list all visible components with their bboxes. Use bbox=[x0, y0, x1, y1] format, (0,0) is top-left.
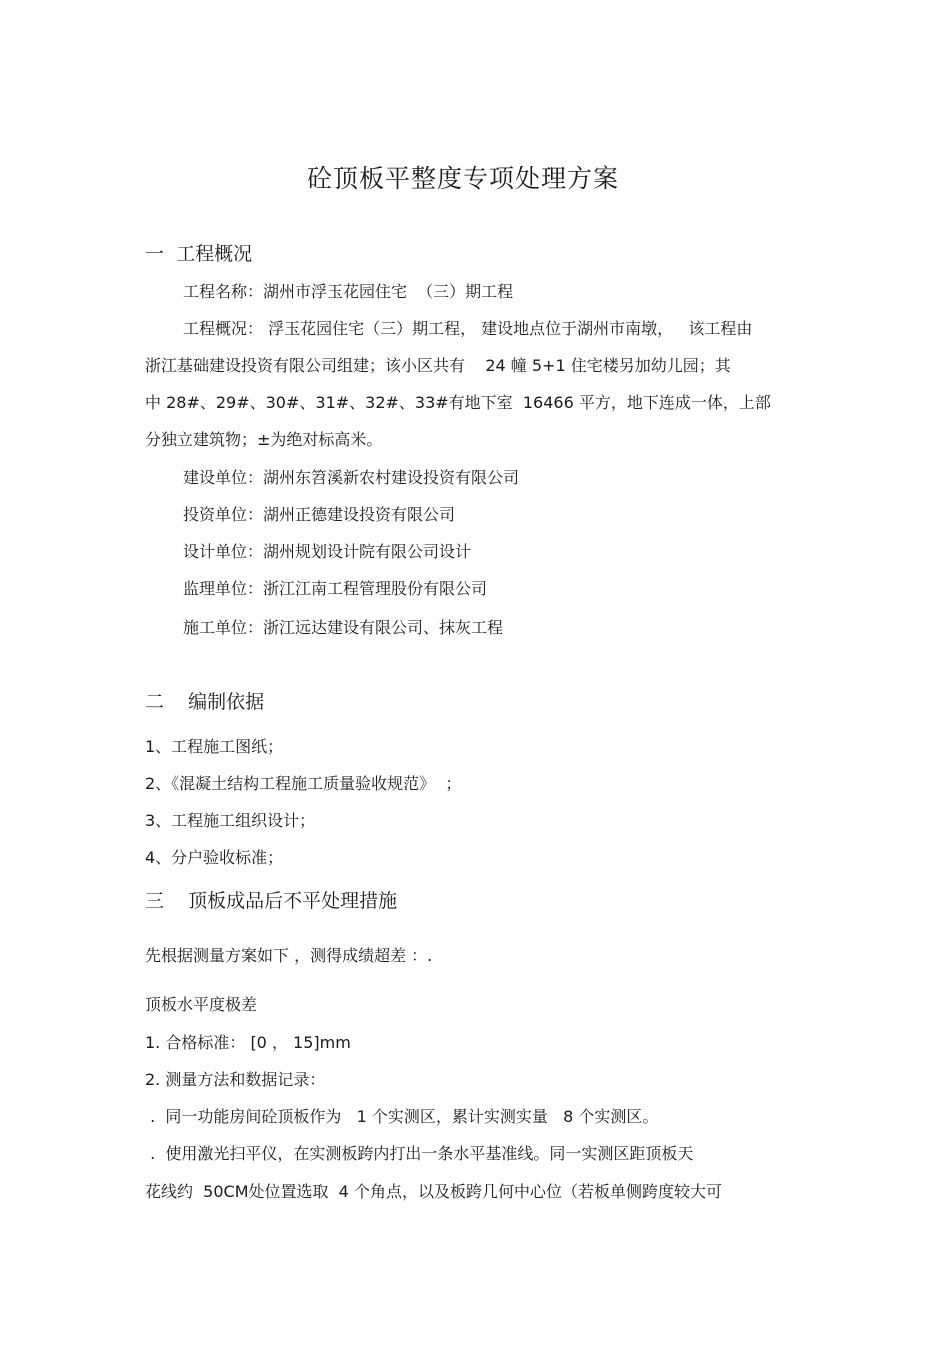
standard-item: 1. 合格标准： [0 ， 15]mm bbox=[145, 1033, 351, 1052]
measures-subheading: 顶板水平度极差 bbox=[145, 995, 258, 1014]
unit-line-investment: 投资单位：湖州正德建设投资有限公司 bbox=[183, 505, 456, 524]
overview-line-4: 分独立建筑物；±为绝对标高米。 bbox=[145, 430, 383, 449]
unit-line-supervision: 监理单位：浙江江南工程管理股份有限公司 bbox=[183, 579, 488, 598]
overview-line-2: 浙江基础建设投资有限公司组建；该小区共有 24 幢 5+1 住宅楼另加幼儿园；其 bbox=[145, 356, 731, 375]
basis-item-1: 1、工程施工图纸； bbox=[145, 737, 284, 756]
overview-line-1: 工程概况： 浮玉花园住宅（三）期工程， 建设地点位于湖州市南墩， 该工程由 bbox=[183, 319, 753, 338]
method-item: 2. 测量方法和数据记录： bbox=[145, 1070, 326, 1089]
unit-line-design: 设计单位：湖州规划设计院有限公司设计 bbox=[183, 542, 472, 561]
measures-intro: 先根据测量方案如下 ，测得成绩超差 ：. bbox=[145, 946, 433, 965]
section-heading-overview: 一 工程概况 bbox=[145, 243, 253, 265]
detail-line-2: . 使用激光扫平仪，在实测板跨内打出一条水平基准线。同一实测区距顶板天 bbox=[145, 1144, 694, 1163]
basis-item-3: 3、工程施工组织设计； bbox=[145, 811, 316, 830]
overview-line-3: 中 28#、29#、30#、31#、32#、33#有地下室 16466 平方，地下连成一体，上部 bbox=[145, 393, 771, 412]
detail-line-1: . 同一功能房间砼顶板作为 1 个实测区，累计实测实量 8 个实测区。 bbox=[145, 1107, 659, 1126]
project-name-line: 工程名称：湖州市浮玉花园住宅 （三）期工程 bbox=[183, 282, 514, 301]
basis-item-2: 2、《混凝土结构工程施工质量验收规范》 ； bbox=[145, 774, 462, 793]
document-title: 砼顶板平整度专项处理方案 bbox=[306, 164, 619, 193]
unit-line-contractor: 施工单位：浙江远达建设有限公司、抹灰工程 bbox=[183, 618, 504, 637]
detail-line-3: 花线约 50CM处位置选取 4 个角点，以及板跨几何中心位（若板单侧跨度较大可 bbox=[145, 1182, 722, 1201]
section-heading-basis: 二 编制依据 bbox=[145, 691, 265, 713]
basis-item-4: 4、分户验收标准； bbox=[145, 848, 284, 867]
unit-line-construction: 建设单位：湖州东笤溪新农村建设投资有限公司 bbox=[183, 468, 520, 487]
section-heading-measures: 三 顶板成品后不平处理措施 bbox=[145, 890, 398, 912]
